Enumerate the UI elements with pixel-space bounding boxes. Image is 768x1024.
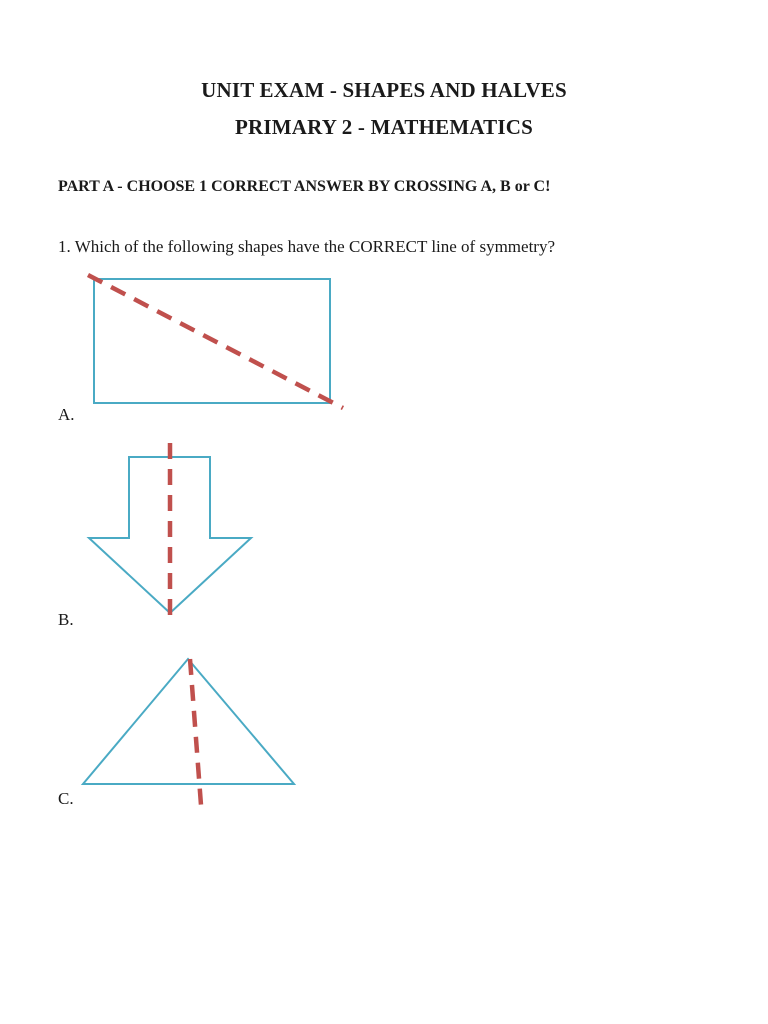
question-1-text: 1. Which of the following shapes have the CORRECT line of symmetry? (58, 237, 556, 256)
option-a-figure (88, 275, 343, 408)
exam-title: UNIT EXAM - SHAPES AND HALVES (201, 78, 567, 102)
option-b-figure (89, 443, 251, 622)
option-c-figure (83, 659, 294, 805)
symmetry-line-a (88, 275, 343, 408)
option-a-label[interactable]: A. (58, 405, 75, 424)
triangle-shape (83, 659, 294, 784)
part-a-heading: PART A - CHOOSE 1 CORRECT ANSWER BY CROSSING A, B or C! (58, 178, 551, 195)
option-c-label[interactable]: C. (58, 789, 74, 808)
option-b-label[interactable]: B. (58, 610, 74, 629)
exam-subtitle: PRIMARY 2 - MATHEMATICS (234, 115, 534, 139)
